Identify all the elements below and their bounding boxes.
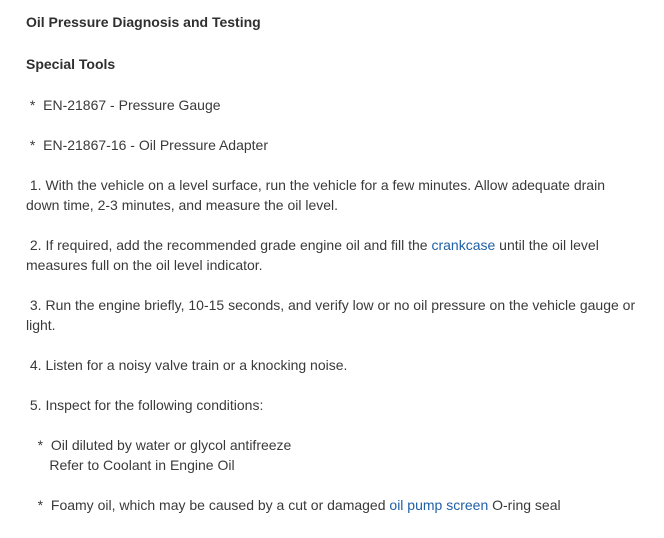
- crankcase-link[interactable]: crankcase: [431, 237, 496, 253]
- step-2: [26, 235, 646, 275]
- step-2-text-before: 2. If required, add the recommended grade engine oil and fill the: [26, 237, 432, 253]
- step-4: 4. Listen for a noisy valve train or a knocking noise.: [26, 357, 348, 373]
- condition-2-text-before: * Foamy oil, which may be caused by a cut or damaged: [26, 497, 390, 513]
- step-2-text-after: until the oil level: [495, 237, 599, 253]
- step-1-line-2: down time, 2-3 minutes, and measure the oil level.: [26, 197, 339, 213]
- oil-pump-screen-link[interactable]: oil pump screen: [389, 497, 489, 513]
- step-1-line-1: 1. With the vehicle on a level surface, run the vehicle for a few minutes. Allow adequate drain: [26, 177, 605, 193]
- special-tools-heading: Special Tools: [26, 56, 116, 72]
- step-5: 5. Inspect for the following conditions:: [26, 397, 264, 413]
- step-3-line-2: light.: [26, 317, 56, 333]
- step-3: [26, 295, 646, 335]
- tool-item-oil-pressure-adapter: * EN-21867-16 - Oil Pressure Adapter: [26, 137, 269, 153]
- page-title: Oil Pressure Diagnosis and Testing: [26, 14, 261, 30]
- condition-2: [26, 495, 561, 515]
- tool-item-pressure-gauge: * EN-21867 - Pressure Gauge: [26, 97, 221, 113]
- condition-1-line-2: Refer to Coolant in Engine Oil: [26, 457, 235, 473]
- step-3-line-1: 3. Run the engine briefly, 10-15 seconds, and verify low or no oil pressure on the vehicle gauge or: [26, 297, 636, 313]
- step-1: [26, 175, 646, 215]
- condition-1: [26, 435, 646, 475]
- step-2-line-1: [26, 235, 646, 255]
- step-2-line-2: measures full on the oil level indicator.: [26, 257, 263, 273]
- condition-2-text-after: O-ring seal: [488, 497, 561, 513]
- condition-1-line-1: * Oil diluted by water or glycol antifreeze: [26, 437, 292, 453]
